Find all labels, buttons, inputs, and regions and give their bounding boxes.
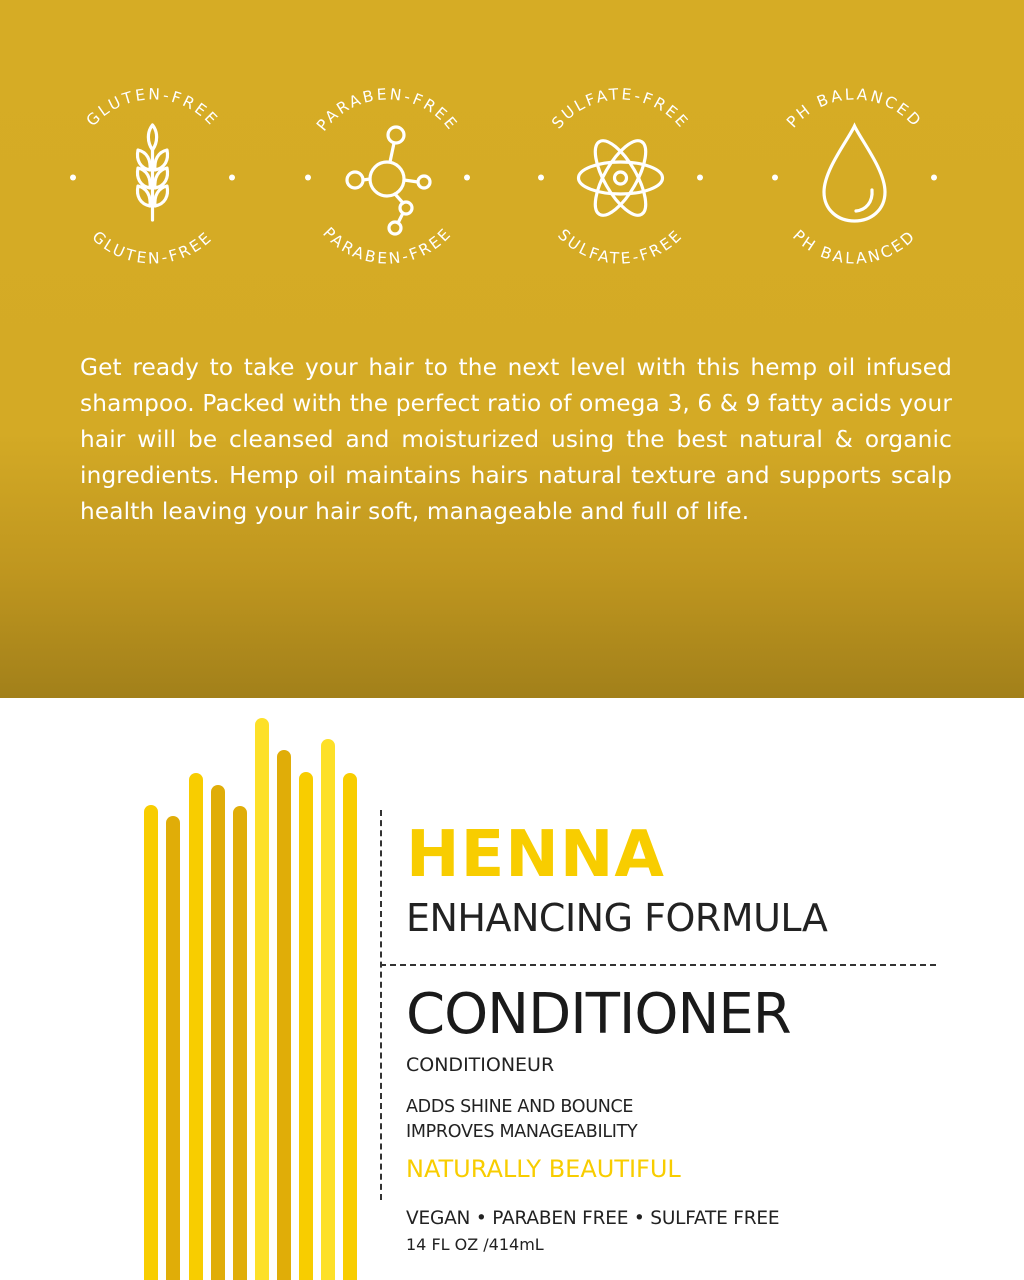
badge-paraben-free-graphic [285,70,490,285]
badge-gluten-free-graphic [50,70,255,285]
badge-2-top-text: PARABEN-FREE [313,85,462,135]
badge-ph-balanced-graphic [752,70,957,285]
badge-gluten-free [50,70,255,285]
badge-sulfate-free [518,70,723,285]
tagline: NATURALLY BEAUTIFUL [406,1155,681,1183]
decorative-bar [321,739,335,1280]
product-label [0,698,1024,1280]
decorative-bar [277,750,291,1280]
decorative-bar [144,805,158,1280]
droplet-icon [824,126,885,221]
badge-1-bottom-text: GLUTEN-FREE [88,227,217,268]
badge-4-bottom-text: PH BALANCED [789,226,920,268]
decorative-bar [233,806,247,1280]
badge-1-top-text: GLUTEN-FREE [82,85,223,130]
molecule-icon [347,127,430,234]
decorative-bar [189,773,203,1280]
product-name-french: CONDITIONEUR [406,1054,555,1076]
badge-sulfate-free-graphic [518,70,723,285]
decorative-bar [211,785,225,1280]
decorative-bar [299,772,313,1280]
badge-paraben-free [285,70,490,285]
benefit-shine: ADDS SHINE AND BOUNCE [406,1097,634,1117]
vertical-divider [380,810,382,1200]
product-name: CONDITIONER [406,982,791,1047]
horizontal-divider [380,964,936,966]
product-claims: VEGAN • PARABEN FREE • SULFATE FREE [406,1208,780,1229]
formula-name: ENHANCING FORMULA [406,896,828,940]
volume: 14 FL OZ /414mL [406,1235,544,1254]
wheat-icon [138,125,168,220]
brand-line: HENNA [406,818,665,892]
benefit-manageability: IMPROVES MANAGEABILITY [406,1122,638,1142]
decorative-bar [166,816,180,1280]
atom-icon [579,134,663,223]
badge-ph-balanced [752,70,957,285]
product-description: Get ready to take your hair to the next level with this hemp oil infused shampoo. Packed with the perfect ratio of omega 3, 6 & 9 fatty acids your hair will be cleansed and moisturized using the best natural & organic ingredients. Hemp oil maintains hairs natural texture and supports scalp health leaving your hair soft, manageable and full of life. [80,354,952,525]
badge-3-top-text: SULFATE-FREE [548,85,693,133]
badge-4-top-text: PH BALANCED [783,85,926,132]
badge-2-bottom-text: PARABEN-FREE [319,223,456,268]
badge-3-bottom-text: SULFATE-FREE [554,225,687,268]
decorative-bar [343,773,357,1280]
decorative-bar [255,718,269,1280]
